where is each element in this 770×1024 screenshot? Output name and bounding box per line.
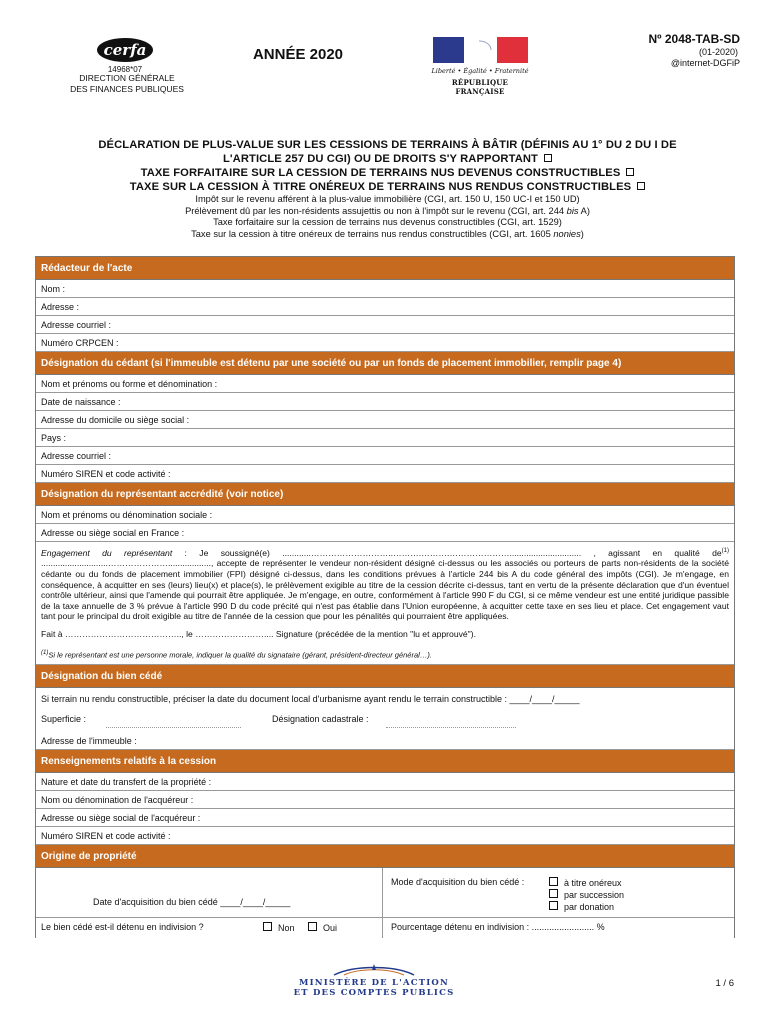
title-line2 — [40, 152, 735, 166]
form-number: Nº 2048-TAB-SD — [648, 32, 740, 46]
subtitle3: Taxe forfaitaire sur la cession de terrains nus devenus constructibles (CGI, art. 1529) — [213, 217, 562, 227]
cadastrale-input[interactable] — [386, 727, 516, 728]
title-line3 — [40, 166, 735, 180]
redacteur-crpcen-field[interactable]: Numéro CRPCEN : — [36, 334, 734, 352]
title-line4 — [40, 180, 735, 194]
subtitle2 — [40, 206, 735, 218]
footnote — [41, 648, 729, 661]
engagement-footnote-ref: (1) — [721, 548, 729, 554]
superficie-input[interactable] — [106, 727, 241, 728]
section-representant-header: Désignation du représentant accrédité (voir notice) — [36, 483, 734, 506]
dgfip-line2: DES FINANCES PUBLIQUES — [70, 84, 184, 94]
document-titles — [40, 138, 735, 240]
title-line1: DÉCLARATION DE PLUS-VALUE SUR LES CESSIONS DE TERRAINS À BÂTIR (DÉFINIS AU 1° DU 2 DU I DE — [98, 139, 677, 151]
redacteur-adresse-field[interactable]: Adresse : — [36, 298, 734, 316]
cession-nature-field[interactable]: Nature et date du transfert de la propriété : — [36, 773, 734, 791]
form-reference: @internet-DGFiP — [670, 58, 740, 68]
indivision-question: Le bien cédé est-il détenu en indivision ? — [41, 921, 204, 932]
subtitle1: Impôt sur le revenu afférent à la plus-value immobilière (CGI, art. 150 U, 150 UC-I et 150 UD) — [195, 194, 580, 204]
cedant-nom-field[interactable]: Nom et prénoms ou forme et dénomination : — [36, 375, 734, 393]
section-cedant-header: Désignation du cédant (si l'immeuble est détenu par une société ou par un fonds de placement immobilier, remplir page 4) — [36, 352, 734, 375]
subtitle2-b: bis — [566, 205, 579, 216]
ministere-swoosh-icon — [329, 963, 419, 977]
cedant-pays-field[interactable]: Pays : — [36, 429, 734, 447]
taxe-cession-checkbox[interactable] — [637, 182, 645, 190]
ministere-line2: ET DES COMPTES PUBLICS — [293, 988, 455, 998]
adresse-immeuble-field[interactable]: Adresse de l'immeuble : — [36, 732, 734, 750]
representant-nom-field[interactable]: Nom et prénoms ou dénomination sociale : — [36, 506, 734, 524]
option-titre-onereux[interactable]: à titre onéreux — [549, 877, 624, 889]
engagement-paragraph — [36, 542, 734, 665]
pourcentage-indivision-field[interactable]: Pourcentage détenu en indivision : ......................... % — [391, 921, 605, 932]
cerfa-number: 14968*07 — [107, 65, 143, 74]
mode-acquisition-label: Mode d'acquisition du bien cédé : — [391, 876, 525, 887]
cedant-domicile-field[interactable]: Adresse du domicile ou siège social : — [36, 411, 734, 429]
cedant-naissance-field[interactable]: Date de naissance : — [36, 393, 734, 411]
taxe-forfaitaire-checkbox[interactable] — [626, 168, 634, 176]
title-line3-text: TAXE FORFAITAIRE SUR LA CESSION DE TERRAINS NUS DEVENUS CONSTRUCTIBLES — [140, 167, 621, 179]
engagement-part2: ............................………………….................., accepte de représenter le vendeur non-résident désigné ci-dessus ou les associés ou porteurs de parts non-résidents de la société cédante ou du fonds de placement immobilier (FPI) désigné ci-dessus, dans les conditions prévues à l'article 244 bis A du code général des impôts (CGI). Je m'engage, en conséquence, à acquitter en ses (leurs) lieu(x) et place(s), le prélèvement exigible au titre de la cession décrite ci-dessus, tant en vertu de la présente déclaration que d'un éventuel contrôle ultérieur, ainsi que l'amende qui pourrait être appliquée. Je m'engage, en outre, conformément à l'article 990 F du CGI, si ce même vendeur est une entité juridique passible de la taxe annuelle de 3 % prévue à l'article 990 D du code précité qui n'est pas établie dans l'Union européenne, à acquitter cette taxe en ses lieu et place. Cet engagement vaut tant pour le principal du droit exigible au titre de l'année de la cession que pour les pénalités qui pourraient être appliquées. — [41, 558, 729, 622]
redacteur-courriel-field[interactable]: Adresse courriel : — [36, 316, 734, 334]
cadastrale-label: Désignation cadastrale : — [272, 713, 369, 724]
cedant-courriel-field[interactable]: Adresse courriel : — [36, 447, 734, 465]
ministere-logo — [285, 963, 463, 998]
title-line4-text: TAXE SUR LA CESSION À TITRE ONÉREUX DE TERRAINS NUS RENDUS CONSTRUCTIBLES — [129, 181, 632, 193]
superficie-row — [36, 710, 734, 732]
subtitle4-a: Taxe sur la cession à titre onéreux de terrains nus rendus constructibles (CGI, art. 1605 — [191, 228, 554, 239]
terrain-constructible-field[interactable]: Si terrain nu rendu constructible, préciser la date du document local d'urbanisme ayant rendu le terrain constructible : ____/____/_____ — [41, 693, 580, 704]
origine-block — [36, 868, 734, 938]
plus-value-checkbox[interactable] — [544, 154, 552, 162]
fait-a-line[interactable]: Fait à ………………………………….., le …………………….... Signature (précédée de la mention "lu et approuvé"). — [41, 629, 476, 640]
form-date: (01-2020) — [698, 47, 738, 57]
section-redacteur-header: Rédacteur de l'acte — [36, 257, 734, 280]
title-line2-text: L'ARTICLE 257 DU CGI) OU DE DROITS S'Y RAPPORTANT — [222, 153, 538, 165]
option-donation[interactable]: par donation — [549, 901, 624, 913]
year-title: ANNÉE 2020 — [252, 46, 344, 63]
footnote-text: Si le représentant est une personne morale, indiquer la qualité du signataire (gérant, président-directeur général…). — [48, 650, 432, 660]
option-succession[interactable]: par succession — [549, 889, 624, 901]
footnote-marker: (1) — [41, 649, 49, 656]
section-origine-header: Origine de propriété — [36, 845, 734, 868]
cerfa-logo: cerfa — [97, 38, 153, 62]
engagement-text — [41, 546, 729, 622]
section-cession-header: Renseignements relatifs à la cession — [36, 750, 734, 773]
dgfip-line1: DIRECTION GÉNÉRALE — [79, 73, 175, 83]
representant-adresse-field[interactable]: Adresse ou siège social en France : — [36, 524, 734, 542]
cedant-siren-field[interactable]: Numéro SIREN et code activité : — [36, 465, 734, 483]
subtitle2-c: A) — [578, 205, 590, 216]
marianne-profile-icon — [451, 37, 511, 63]
subtitle2-a: Prélèvement dû par les non-résidents assujettis ou non à l'impôt sur le revenu (CGI, art. 244 — [185, 205, 567, 216]
page-number: 1 / 6 — [715, 978, 734, 989]
ministere-line1: MINISTÈRE DE L'ACTION — [299, 978, 449, 988]
devise: Liberté • Égalité • Fraternité — [431, 67, 529, 75]
acquereur-siren-field[interactable]: Numéro SIREN et code activité : — [36, 827, 734, 845]
dgfip-label — [52, 73, 202, 95]
declaration-form — [35, 256, 735, 938]
engagement-part1: : Je soussigné(e) ............………………………..……….……….………………….............................. , agissant en qualité de — [172, 547, 722, 558]
superficie-label: Superficie : — [41, 713, 87, 724]
indivision-oui-checkbox[interactable]: Oui — [308, 922, 337, 933]
subtitle4-c: ) — [580, 228, 584, 239]
acquereur-nom-field[interactable]: Nom ou dénomination de l'acquéreur : — [36, 791, 734, 809]
date-acquisition-field[interactable]: Date d'acquisition du bien cédé ____/____/_____ — [93, 896, 291, 907]
subtitle4 — [40, 229, 735, 241]
indivision-non-checkbox[interactable]: Non — [263, 922, 295, 933]
subtitle4-b: nonies — [553, 228, 581, 239]
marianne-logo — [433, 37, 528, 63]
redacteur-nom-field[interactable]: Nom : — [36, 280, 734, 298]
acquereur-siege-field[interactable]: Adresse ou siège social de l'acquéreur : — [36, 809, 734, 827]
section-bien-header: Désignation du bien cédé — [36, 665, 734, 688]
mode-acquisition-options — [549, 877, 624, 913]
republique-francaise: RÉPUBLIQUE FRANÇAISE — [451, 78, 509, 96]
engagement-label: Engagement du représentant — [41, 547, 173, 558]
